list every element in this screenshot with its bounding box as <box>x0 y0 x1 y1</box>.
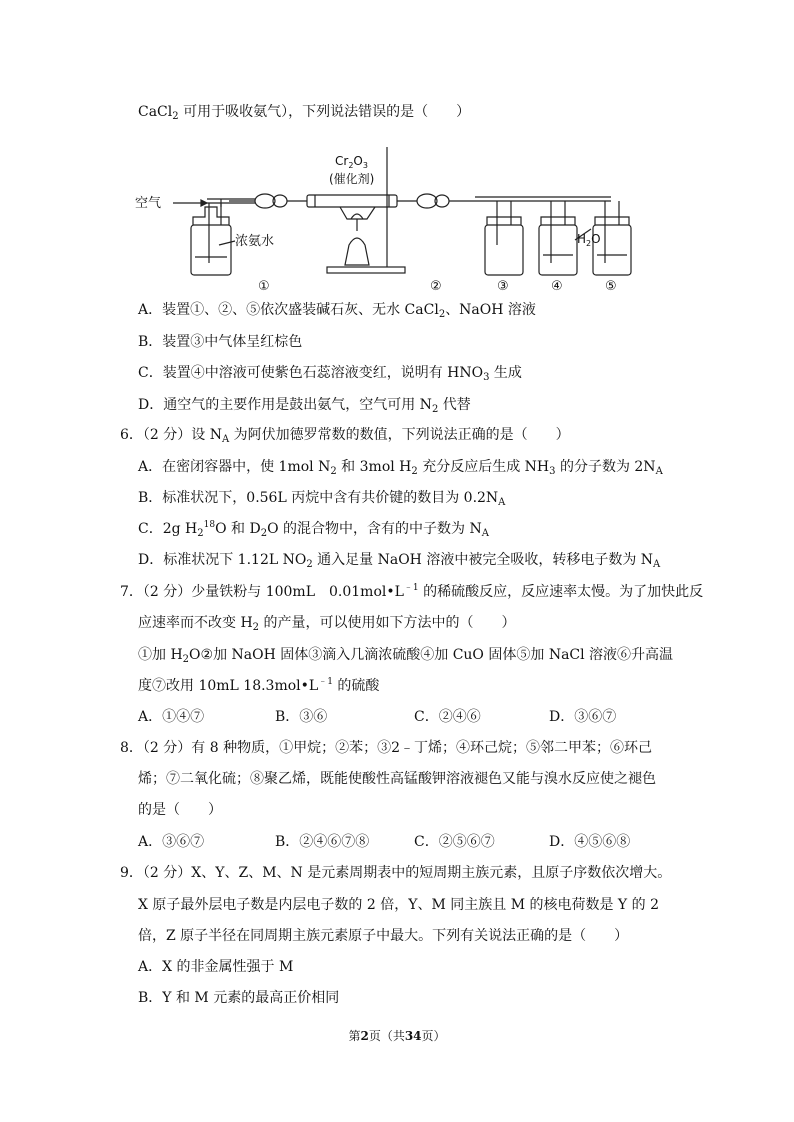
catalyst-name: (催化剂) <box>329 172 375 186</box>
q7-option-a[interactable]: A．①④⑦ <box>138 709 205 725</box>
label-5: ⑤ <box>605 279 617 294</box>
q6-stem: 6．（2 分）设 $N_A$ 为阿伏加德罗常数的数值，下列说法正确的是（ ） <box>120 427 570 445</box>
q8-stem-line2: 烯；⑦二氧化硫；⑧聚乙烯，既能使酸性高锰酸钾溶液褪色又能与溴水反应使之褪色 <box>138 771 656 787</box>
q6-option-c[interactable]: C．2g $H_2^{18}O$ 和 $D_2O$ 的混合物中，含有的中子数为 $N_A$ <box>138 520 489 539</box>
q6-option-b[interactable]: B．标准状况下，0.56L 丙烷中含有共价键的数目为 $0.2N_A$ <box>138 490 506 508</box>
q8-option-a[interactable]: A．③⑥⑦ <box>138 834 205 850</box>
q9-option-a[interactable]: A．X 的非金属性强于 M <box>138 959 294 975</box>
q7-stem-line1: 7．（2 分）少量铁粉与 100mL $0.01mol•L^{﹣1}$ 的稀硫酸反应，反应速率太慢。为了加快此反 <box>120 583 704 600</box>
q5-option-d[interactable]: D．通空气的主要作用是鼓出氨气，空气可用 $N_2$ 代替 <box>138 397 471 415</box>
q9-stem-line2: X 原子最外层电子数是内层电子数的 2 倍，Y、M 同主族且 M 的核电荷数是 Y 的 2 <box>138 897 659 913</box>
ammonia-label: 浓氨水 <box>235 234 275 249</box>
q7-option-b[interactable]: B．③⑥ <box>275 709 328 725</box>
label-4: ④ <box>551 279 563 294</box>
q8-option-c[interactable]: C．②⑤⑥⑦ <box>414 834 495 850</box>
page-footer: 第2页（共34页） <box>348 1029 446 1043</box>
label-3: ③ <box>497 279 509 294</box>
label-2: ② <box>430 279 442 294</box>
air-label: 空气 <box>135 196 162 211</box>
q5-option-a[interactable]: A．装置①、②、⑤依次盛装碱石灰、无水 CaCl$_2$、NaOH 溶液 <box>138 302 536 320</box>
q8-option-d[interactable]: D．④⑤⑥⑧ <box>549 834 631 850</box>
q9-stem-line3: 倍，Z 原子半径在同周期主族元素原子中最大。下列有关说法正确的是（ ） <box>138 928 629 944</box>
q6-option-a[interactable]: A．在密闭容器中，使 1mol $N_2$ 和 3mol $H_2$ 充分反应后生成 $NH_3$ 的分子数为 $2N_A$ <box>138 459 663 477</box>
q7-stem-line2: 应速率而不改变 $H_2$ 的产量，可以使用如下方法中的（ ） <box>138 615 516 633</box>
catalyst-formula: $Cr_2O_3$ <box>335 154 368 170</box>
water-label: $H_2O$ <box>577 232 601 248</box>
q7-option-c[interactable]: C．②④⑥ <box>414 709 481 725</box>
q6-option-d[interactable]: D．标准状况下 1.12L $NO_2$ 通入足量 NaOH 溶液中被完全吸收，转移电子数为 $N_A$ <box>138 552 661 570</box>
q5-option-c[interactable]: C．装置④中溶液可使紫色石蕊溶液变红，说明有 $HNO_3$ 生成 <box>138 365 522 383</box>
q7-stem-line4: 度⑦改用 10mL $18.3mol•L^{﹣1}$ 的硫酸 <box>138 677 380 694</box>
q8-stem-line3: 的是（ ） <box>138 802 222 818</box>
q7-stem-line3: ①加 $H_2O②$加 NaOH 固体③滴入几滴浓硫酸④加 CuO 固体⑤加 NaCl 溶液⑥升高温 <box>138 647 674 665</box>
q5-option-b[interactable]: B．装置③中气体呈红棕色 <box>138 334 303 350</box>
q8-option-b[interactable]: B．②④⑥⑦⑧ <box>275 834 370 850</box>
q7-option-d[interactable]: D．③⑥⑦ <box>549 709 617 725</box>
label-1: ① <box>258 279 270 294</box>
apparatus-figure <box>135 145 665 295</box>
q9-stem-line1: 9．（2 分）X、Y、Z、M、N 是元素周期表中的短周期主族元素，且原子序数依次增大。 <box>120 865 672 881</box>
q9-option-b[interactable]: B．Y 和 M 元素的最高正价相同 <box>138 990 340 1006</box>
q5-intro: CaCl$_2$ 可用于吸收氨气），下列说法错误的是（ ） <box>138 104 471 122</box>
q8-stem-line1: 8．（2 分）有 8 种物质，①甲烷；②苯；③2﹣丁烯；④环己烷；⑤邻二甲苯；⑥环己 <box>120 740 652 756</box>
